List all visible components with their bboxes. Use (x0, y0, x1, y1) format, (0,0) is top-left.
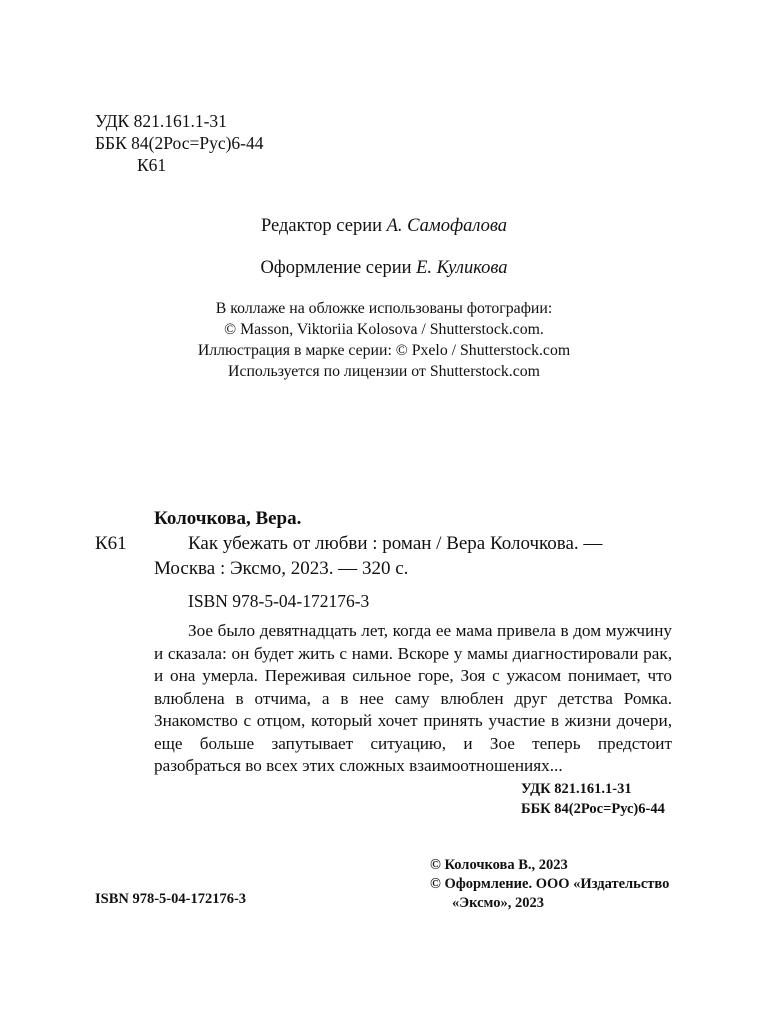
author-mark: К61 (137, 155, 167, 175)
series-design-label: Оформление серии (260, 258, 412, 278)
photo-credit-line: Используется по лицензии от Shutterstock.com (228, 363, 540, 380)
copyright-author: © Колочкова В., 2023 (430, 857, 568, 873)
record-title-line1: Как убежать от любви : роман / Вера Колочкова. — (188, 533, 603, 554)
photo-credit-line: В коллаже на обложке использованы фотографии: (215, 300, 553, 317)
record-author: Колочкова, Вера. (154, 508, 302, 529)
series-design (0, 258, 768, 279)
record-isbn: ISBN 978-5-04-172176-3 (188, 591, 370, 611)
series-design-name: Е. Куликова (416, 258, 508, 278)
series-editor (0, 216, 768, 237)
record-bbk: ББК 84(2Рос=Рус)6-44 (521, 801, 665, 817)
series-editor-name: А. Самофалова (386, 216, 508, 236)
copyright-design-line1: © Оформление. ООО «Издательство (430, 876, 670, 892)
copyright-design-line2: «Эксмо», 2023 (452, 895, 544, 911)
photo-credit-line: © Masson, Viktoriia Kolosova / Shutterstock.com. (224, 321, 544, 338)
record-mark: К61 (95, 533, 127, 554)
record-udk: УДК 821.161.1-31 (521, 781, 632, 797)
footer-isbn: ISBN 978-5-04-172176-3 (95, 891, 247, 907)
photo-credit-line: Иллюстрация в марке серии: © Pxelo / Shutterstock.com (197, 342, 571, 359)
udk-code: УДК 821.161.1-31 (95, 111, 227, 131)
record-annotation: Зое было девятнадцать лет, когда ее мама привела в дом мужчину и сказала: он будет жить с нами. Вскоре у мамы диагностировали рак, и она умерла. Переживая сильное горе, Зоя с ужасом понимает, что влюблена в отчима, а в нее саму влюблен друг детства Ромка. Знакомство с отцом, который хочет принять участие в жизни дочери, еще больше запутывает ситуацию, и Зое теперь предстоит разобраться во всех этих сложных взаимоотношениях... (154, 621, 672, 775)
bbk-code: ББК 84(2Рос=Рус)6-44 (95, 133, 264, 153)
series-editor-label: Редактор серии (260, 216, 382, 236)
record-title-line2: Москва : Эксмо, 2023. — 320 с. (154, 558, 409, 579)
